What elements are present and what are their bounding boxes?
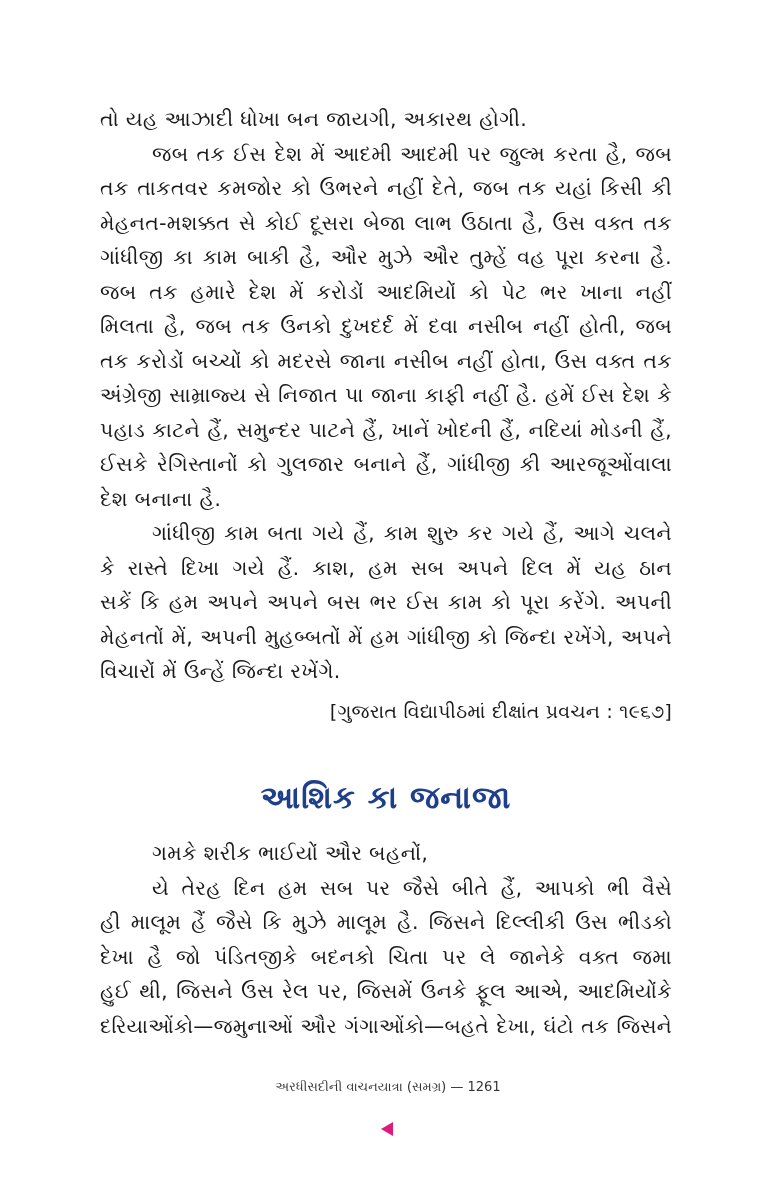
text-line: તો યહ આઝાદી ધોખા બન જાયગી, અકારથ હોગી.	[100, 107, 528, 131]
text-line: સકેં કિ હમ અપને અપને બસ ભર ઈસ કામ કો પૂરા કરેંગે. અપની	[100, 590, 672, 614]
text-line: ઈસકે રેગિસ્તાનોં કો ગુલજાર બનાને હૈં, ગાંધીજી કી આરજૂઓંવાલા	[100, 452, 672, 476]
previous-page-arrow-icon[interactable]	[381, 1122, 393, 1136]
section-2-body	[100, 836, 672, 1043]
text-line: અંગ્રેજી સામ્રાજ્ય સે નિજાત પા જાના કાફી નહીં હૈ. હમેં ઈસ દેશ કે	[100, 383, 672, 407]
text-line: હુઈ થી, જિસને ઉસ રેલ પર, જિસમેં ઉનકે ફૂલ આએ, આદમિયોંકે	[100, 979, 672, 1003]
text-line: મેહનત-મશક્કત સે કોઈ દૂસરા બેજા લાભ ઉઠાતા હૈ, ઉસ વક્ત તક	[100, 210, 672, 235]
text-line: ગમકે શરીક ભાઈયોં ઔર બહનોં,	[152, 841, 429, 865]
text-line: કે રાસ્તે દિખા ગયે હૈં. કાશ, હમ સબ અપને દિલ મેં યહ ઠાન	[100, 555, 672, 580]
text-line: જબ તક હમારે દેશ મેં કરોડોં આદમિયોં કો પેટ ભર ખાના નહીં	[100, 279, 672, 304]
text-line: મેહનતોં મેં, અપની મુહબ્બતોં મેં હમ ગાંધીજી કો જિન્દા રખેંગે, અપને	[100, 624, 672, 649]
citation: [ગુજરાત વિદ્યાપીઠમાં દીક્ષાંત પ્રવચન : ૧૯૬૭]	[329, 700, 672, 723]
text-line: ગાંધીજી કા કામ બાકી હૈ, ઔર મુઝે ઔર તુમ્હેં વહ પૂરા કરના હૈ.	[100, 245, 672, 269]
text-line: જબ તક ઈસ દેશ મેં આદમી આદમી પર જુલ્મ કરતા હૈ, જબ	[152, 141, 672, 166]
text-line: વિચારોં મેં ઉન્હેં જિન્દા રખેંગે.	[100, 659, 341, 683]
text-line: હી માલૂમ હૈં જૈસે કિ મુઝે માલૂમ હૈ. જિસને દિલ્લીકી ઉસ ભીડકો	[100, 910, 672, 934]
section-1-body	[100, 102, 672, 729]
section-heading: આશિક કા જનાજા	[260, 780, 512, 816]
page-footer: અરધીસદીની વાચનયાત્રા (સમગ્ર) — 1261	[275, 1080, 501, 1095]
text-line: મિલતા હૈ, જબ તક ઉનકો દુખદર્દ મેં દવા નસીબ નહીં હોતી, જબ	[100, 314, 672, 338]
text-line: ગાંધીજી કામ બતા ગયે હૈં, કામ શુરુ કર ગયે હૈં, આગે ચલને	[152, 521, 672, 545]
text-line: તક કરોડોં બચ્ચોં કો મદરસે જાના નસીબ નહીં હોતા, ઉસ વક્ત તક	[100, 348, 672, 373]
text-line: યે તેરહ દિન હમ સબ પર જૈસે બીતે હૈં, આપકો ભી વૈસે	[152, 875, 672, 900]
text-line: દરિયાઓંકો—જમુનાઓં ઔર ગંગાઓંકો—બહતે દેખા, ઘંટો તક જિસને	[100, 1013, 672, 1038]
text-line: પહાડ કાટને હૈં, સમુન્દર પાટને હૈં, ખાનેં ખોદની હૈં, નદિયાં મોડની હૈં,	[100, 417, 672, 442]
text-line: દેશ બનાના હૈ.	[100, 486, 222, 511]
text-line: તક તાકતવર કમજોર કો ઉભરને નહીં દેતે, જબ તક યહાં કિસી કી	[100, 176, 672, 200]
text-line: દેખા હૈ જો પંડિતજીકે બદનકો ચિતા પર લે જાનેકે વક્ત જમા	[100, 944, 672, 969]
